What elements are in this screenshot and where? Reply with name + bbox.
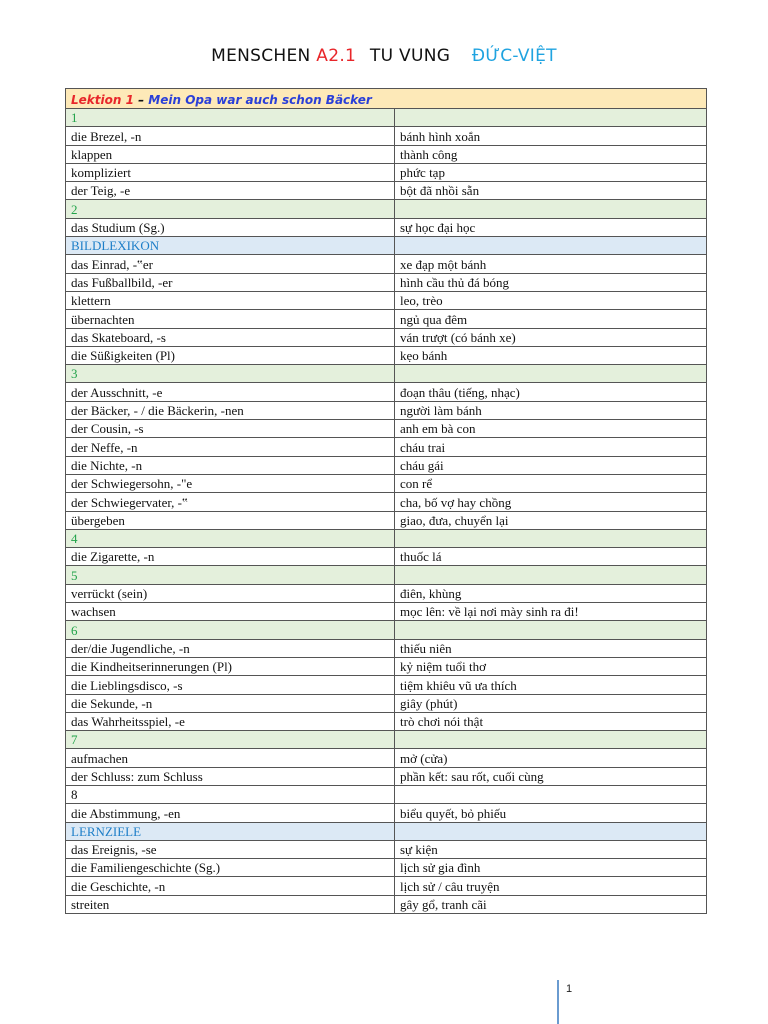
table-row bbox=[66, 401, 707, 419]
table-row bbox=[66, 749, 707, 767]
table-row bbox=[66, 145, 707, 163]
table-row bbox=[66, 603, 707, 621]
vietnamese-term-cell: cháu gái bbox=[395, 456, 707, 474]
table-row bbox=[66, 511, 707, 529]
section-label-cell: 1 bbox=[66, 109, 395, 127]
table-row bbox=[66, 182, 707, 200]
vietnamese-term-cell: thiếu niên bbox=[395, 639, 707, 657]
vocabulary-table-body bbox=[66, 89, 707, 914]
section-empty-cell bbox=[395, 109, 707, 127]
table-row bbox=[66, 438, 707, 456]
german-term-cell: das Skateboard, -s bbox=[66, 328, 395, 346]
title-book: MENSCHEN bbox=[211, 46, 311, 66]
section-label-cell: 4 bbox=[66, 529, 395, 547]
vietnamese-term-cell: bột đã nhồi sẵn bbox=[395, 182, 707, 200]
german-term-cell: der/die Jugendliche, -n bbox=[66, 639, 395, 657]
vietnamese-term-cell: cha, bố vợ hay chồng bbox=[395, 493, 707, 511]
vietnamese-term-cell: hình cầu thủ đá bóng bbox=[395, 273, 707, 291]
vietnamese-term-cell: người làm bánh bbox=[395, 401, 707, 419]
vietnamese-term-cell: lịch sử / câu truyện bbox=[395, 877, 707, 895]
table-row bbox=[66, 291, 707, 309]
german-term-cell: die Lieblingsdisco, -s bbox=[66, 676, 395, 694]
table-row bbox=[66, 456, 707, 474]
vietnamese-term-cell: thành công bbox=[395, 145, 707, 163]
german-term-cell: verrückt (sein) bbox=[66, 584, 395, 602]
lesson-label: Lektion 1 bbox=[71, 93, 134, 107]
german-term-cell: die Brezel, -n bbox=[66, 127, 395, 145]
section-empty-cell bbox=[395, 822, 707, 840]
table-row bbox=[66, 273, 707, 291]
german-term-cell: übergeben bbox=[66, 511, 395, 529]
vietnamese-term-cell: giây (phút) bbox=[395, 694, 707, 712]
section-row bbox=[66, 822, 707, 840]
german-term-cell: der Cousin, -s bbox=[66, 420, 395, 438]
section-row bbox=[66, 621, 707, 639]
vietnamese-term-cell: mở (cửa) bbox=[395, 749, 707, 767]
vietnamese-term-cell: leo, trèo bbox=[395, 291, 707, 309]
section-label-cell: LERNZIELE bbox=[66, 822, 395, 840]
table-row bbox=[66, 346, 707, 364]
vocabulary-table bbox=[65, 88, 707, 914]
vietnamese-term-cell: trò chơi nói thật bbox=[395, 712, 707, 730]
german-term-cell: der Teig, -e bbox=[66, 182, 395, 200]
title-languages: ĐỨC-VIỆT bbox=[471, 46, 557, 66]
table-row bbox=[66, 310, 707, 328]
page-title bbox=[0, 46, 768, 66]
table-row bbox=[66, 712, 707, 730]
table-row bbox=[66, 383, 707, 401]
vietnamese-term-cell: đoạn thâu (tiếng, nhạc) bbox=[395, 383, 707, 401]
vietnamese-term-cell: biểu quyết, bỏ phiếu bbox=[395, 804, 707, 822]
table-row bbox=[66, 420, 707, 438]
vietnamese-term-cell: anh em bà con bbox=[395, 420, 707, 438]
german-term-cell: die Zigarette, -n bbox=[66, 548, 395, 566]
table-row bbox=[66, 493, 707, 511]
section-label-cell: 3 bbox=[66, 365, 395, 383]
vietnamese-term-cell: cháu trai bbox=[395, 438, 707, 456]
german-term-cell: die Sekunde, -n bbox=[66, 694, 395, 712]
section-row bbox=[66, 109, 707, 127]
german-term-cell: der Ausschnitt, -e bbox=[66, 383, 395, 401]
german-term-cell: der Schwiegervater, -‟ bbox=[66, 493, 395, 511]
german-term-cell: die Familiengeschichte (Sg.) bbox=[66, 859, 395, 877]
table-row bbox=[66, 218, 707, 236]
section-empty-cell bbox=[395, 365, 707, 383]
german-term-cell: die Nichte, -n bbox=[66, 456, 395, 474]
table-row bbox=[66, 840, 707, 858]
section-empty-cell bbox=[395, 237, 707, 255]
section-row bbox=[66, 365, 707, 383]
vietnamese-term-cell: thuốc lá bbox=[395, 548, 707, 566]
table-row bbox=[66, 163, 707, 181]
vietnamese-term-cell: phức tạp bbox=[395, 163, 707, 181]
table-row bbox=[66, 767, 707, 785]
vietnamese-term-cell: kẹo bánh bbox=[395, 346, 707, 364]
table-row bbox=[66, 639, 707, 657]
german-term-cell: das Wahrheitsspiel, -e bbox=[66, 712, 395, 730]
lesson-dash: – bbox=[133, 93, 149, 107]
german-term-cell: der Bäcker, - / die Bäckerin, -nen bbox=[66, 401, 395, 419]
vietnamese-term-cell: điên, khùng bbox=[395, 584, 707, 602]
vietnamese-term-cell: xe đạp một bánh bbox=[395, 255, 707, 273]
lesson-title: Mein Opa war auch schon Bäcker bbox=[148, 93, 372, 107]
vietnamese-term-cell: phần kết: sau rốt, cuối cùng bbox=[395, 767, 707, 785]
table-row bbox=[66, 127, 707, 145]
section-label-cell: BILDLEXIKON bbox=[66, 237, 395, 255]
table-row bbox=[66, 548, 707, 566]
section-empty-cell bbox=[395, 200, 707, 218]
table-row bbox=[66, 694, 707, 712]
vietnamese-term-cell: con rể bbox=[395, 474, 707, 492]
section-row bbox=[66, 731, 707, 749]
section-row bbox=[66, 237, 707, 255]
german-term-cell: der Schwiegersohn, -"e bbox=[66, 474, 395, 492]
title-subject: TU VUNG bbox=[369, 46, 451, 66]
german-term-cell: klettern bbox=[66, 291, 395, 309]
section-empty-cell bbox=[395, 566, 707, 584]
vietnamese-term-cell: sự học đại học bbox=[395, 218, 707, 236]
vietnamese-term-cell: tiệm khiêu vũ ưa thích bbox=[395, 676, 707, 694]
table-row bbox=[66, 474, 707, 492]
section-empty-cell bbox=[395, 731, 707, 749]
vietnamese-term-cell: lịch sử gia đình bbox=[395, 859, 707, 877]
table-row bbox=[66, 859, 707, 877]
german-term-cell: das Ereignis, -se bbox=[66, 840, 395, 858]
table-row bbox=[66, 255, 707, 273]
vietnamese-term-cell: mọc lên: về lại nơi mày sinh ra đi! bbox=[395, 603, 707, 621]
title-level: A2.1 bbox=[316, 46, 357, 66]
vietnamese-term-cell: ván trượt (có bánh xe) bbox=[395, 328, 707, 346]
section-row bbox=[66, 785, 707, 803]
section-empty-cell bbox=[395, 529, 707, 547]
vietnamese-term-cell: bánh hình xoắn bbox=[395, 127, 707, 145]
table-row bbox=[66, 328, 707, 346]
german-term-cell: der Neffe, -n bbox=[66, 438, 395, 456]
table-row bbox=[66, 877, 707, 895]
german-term-cell: die Süßigkeiten (Pl) bbox=[66, 346, 395, 364]
german-term-cell: kompliziert bbox=[66, 163, 395, 181]
vietnamese-term-cell: ngủ qua đêm bbox=[395, 310, 707, 328]
german-term-cell: wachsen bbox=[66, 603, 395, 621]
table-row bbox=[66, 895, 707, 913]
section-label-cell: 2 bbox=[66, 200, 395, 218]
page-number: 1 bbox=[566, 983, 573, 995]
vietnamese-term-cell: gây gổ, tranh cãi bbox=[395, 895, 707, 913]
german-term-cell: die Geschichte, -n bbox=[66, 877, 395, 895]
vietnamese-term-cell: giao, đưa, chuyển lại bbox=[395, 511, 707, 529]
german-term-cell: klappen bbox=[66, 145, 395, 163]
section-row bbox=[66, 529, 707, 547]
vietnamese-term-cell: sự kiện bbox=[395, 840, 707, 858]
section-empty-cell bbox=[395, 621, 707, 639]
section-label-cell: 6 bbox=[66, 621, 395, 639]
german-term-cell: aufmachen bbox=[66, 749, 395, 767]
section-label-cell: 8 bbox=[66, 785, 395, 803]
section-empty-cell bbox=[395, 785, 707, 803]
section-row bbox=[66, 200, 707, 218]
german-term-cell: das Fußballbild, -er bbox=[66, 273, 395, 291]
lesson-header-row bbox=[66, 89, 707, 109]
german-term-cell: die Kindheitserinnerungen (Pl) bbox=[66, 657, 395, 675]
german-term-cell: streiten bbox=[66, 895, 395, 913]
german-term-cell: das Studium (Sg.) bbox=[66, 218, 395, 236]
table-row bbox=[66, 584, 707, 602]
table-row bbox=[66, 804, 707, 822]
german-term-cell: das Einrad, -‟er bbox=[66, 255, 395, 273]
german-term-cell: übernachten bbox=[66, 310, 395, 328]
vietnamese-term-cell: kỷ niệm tuổi thơ bbox=[395, 657, 707, 675]
section-row bbox=[66, 566, 707, 584]
lesson-header-cell bbox=[66, 89, 707, 109]
section-label-cell: 5 bbox=[66, 566, 395, 584]
section-label-cell: 7 bbox=[66, 731, 395, 749]
table-row bbox=[66, 657, 707, 675]
german-term-cell: die Abstimmung, -en bbox=[66, 804, 395, 822]
table-row bbox=[66, 676, 707, 694]
german-term-cell: der Schluss: zum Schluss bbox=[66, 767, 395, 785]
footer-divider bbox=[557, 980, 559, 1024]
